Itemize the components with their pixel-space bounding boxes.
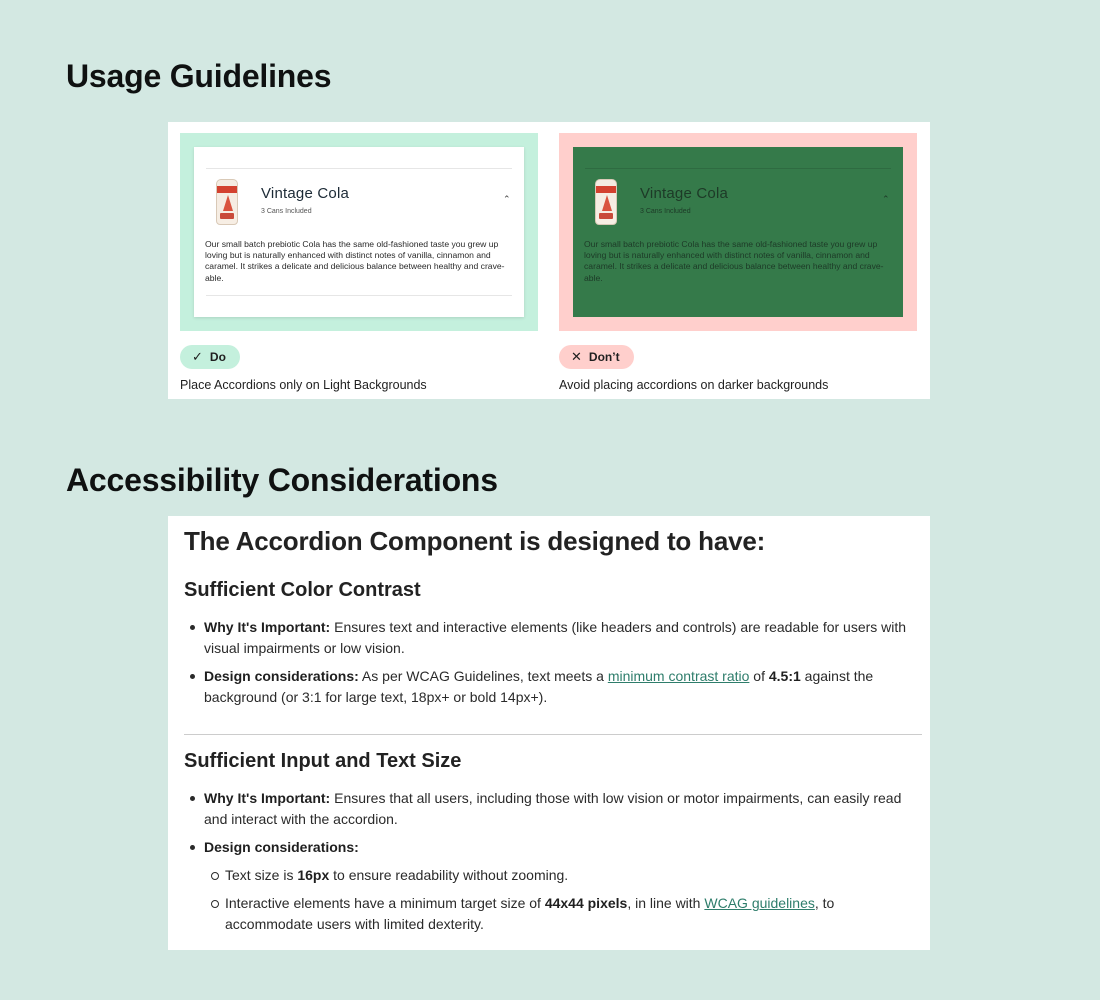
accessibility-panel xyxy=(168,516,930,950)
x-icon: ✕ xyxy=(571,349,582,364)
design-text: of xyxy=(749,668,769,684)
target-size-text: , in line with xyxy=(627,895,705,911)
design-label: Design considerations: xyxy=(204,668,359,684)
accordion-body: Our small batch prebiotic Cola has the same old-fashioned taste you grew up loving but is naturally enhanced with distinct notes of vanilla, cinnamon and caramel. It strikes a delicate and delicious balance between healthy and crave-able. xyxy=(584,239,884,283)
chevron-up-icon[interactable]: ⌃ xyxy=(882,194,890,204)
wcag-guidelines-link[interactable]: WCAG guidelines xyxy=(704,895,815,911)
chevron-up-icon[interactable]: ⌃ xyxy=(503,194,511,204)
sub-list-item xyxy=(225,865,916,886)
design-label: Design considerations: xyxy=(204,839,359,855)
why-text: Ensures text and interactive elements (like headers and controls) are readable for users with visual impairments or low vision. xyxy=(204,619,907,656)
design-text: against the background (or 3:1 for large text, 18px+ or bold 14px+). xyxy=(204,668,874,705)
why-text: Ensures that all users, including those with low vision or motor impairments, can easily read and interact with the accordion. xyxy=(204,790,902,827)
contrast-ratio-value: 4.5:1 xyxy=(768,668,801,684)
accordion-title[interactable]: Vintage Cola xyxy=(261,185,350,202)
accordion-preview-light xyxy=(194,147,524,317)
accordion-subtitle: 3 Cans Included xyxy=(261,208,312,215)
dont-badge-label: Don’t xyxy=(588,350,620,364)
list-item xyxy=(204,837,916,935)
design-text: As per WCAG Guidelines, text meets a xyxy=(358,668,608,684)
divider xyxy=(206,168,512,169)
usage-guidelines-title: Usage Guidelines xyxy=(66,58,332,94)
accordion-body: Our small batch prebiotic Cola has the same old-fashioned taste you grew up loving but is naturally enhanced with distinct notes of vanilla, cinnamon and caramel. It strikes a delicate and delicious balance between healthy and crave-able. xyxy=(205,239,505,283)
cola-can-image xyxy=(216,179,238,225)
color-contrast-title: Sufficient Color Contrast xyxy=(184,579,421,601)
dont-caption: Avoid placing accordions on darker backgrounds xyxy=(559,378,829,392)
why-label: Why It's Important: xyxy=(204,619,331,635)
divider xyxy=(206,295,512,296)
accordion-title[interactable]: Vintage Cola xyxy=(640,185,729,202)
check-icon: ✓ xyxy=(192,349,203,364)
dont-example xyxy=(559,133,917,331)
usage-panel xyxy=(168,122,930,399)
accordion-preview-dark xyxy=(573,147,903,317)
sub-list-item xyxy=(225,893,916,935)
accessibility-heading: The Accordion Component is designed to have: xyxy=(184,526,766,556)
divider xyxy=(585,168,891,169)
accordion-subtitle: 3 Cans Included xyxy=(640,208,691,215)
list-item xyxy=(204,788,916,830)
section-divider xyxy=(184,734,922,735)
target-size-text: Interactive elements have a minimum target size of xyxy=(225,895,545,911)
contrast-ratio-link[interactable]: minimum contrast ratio xyxy=(607,668,750,684)
do-badge xyxy=(180,345,240,369)
text-size-text: Text size is xyxy=(225,867,298,883)
input-text-size-list xyxy=(204,788,916,942)
list-item xyxy=(204,617,916,659)
cola-can-image xyxy=(595,179,617,225)
list-item xyxy=(204,666,916,708)
do-caption: Place Accordions only on Light Backgrounds xyxy=(180,378,427,392)
accessibility-title: Accessibility Considerations xyxy=(66,462,498,498)
text-size-value: 16px xyxy=(297,867,330,883)
do-example xyxy=(180,133,538,331)
do-badge-label: Do xyxy=(209,350,226,364)
why-label: Why It's Important: xyxy=(204,790,331,806)
color-contrast-list xyxy=(204,617,916,715)
target-size-value: 44x44 pixels xyxy=(544,895,628,911)
input-text-size-title: Sufficient Input and Text Size xyxy=(184,750,462,772)
design-sub-list xyxy=(204,865,916,935)
target-size-text: , to accommodate users with limited dexterity. xyxy=(225,895,835,932)
text-size-text: to ensure readability without zooming. xyxy=(329,867,569,883)
dont-badge xyxy=(559,345,634,369)
